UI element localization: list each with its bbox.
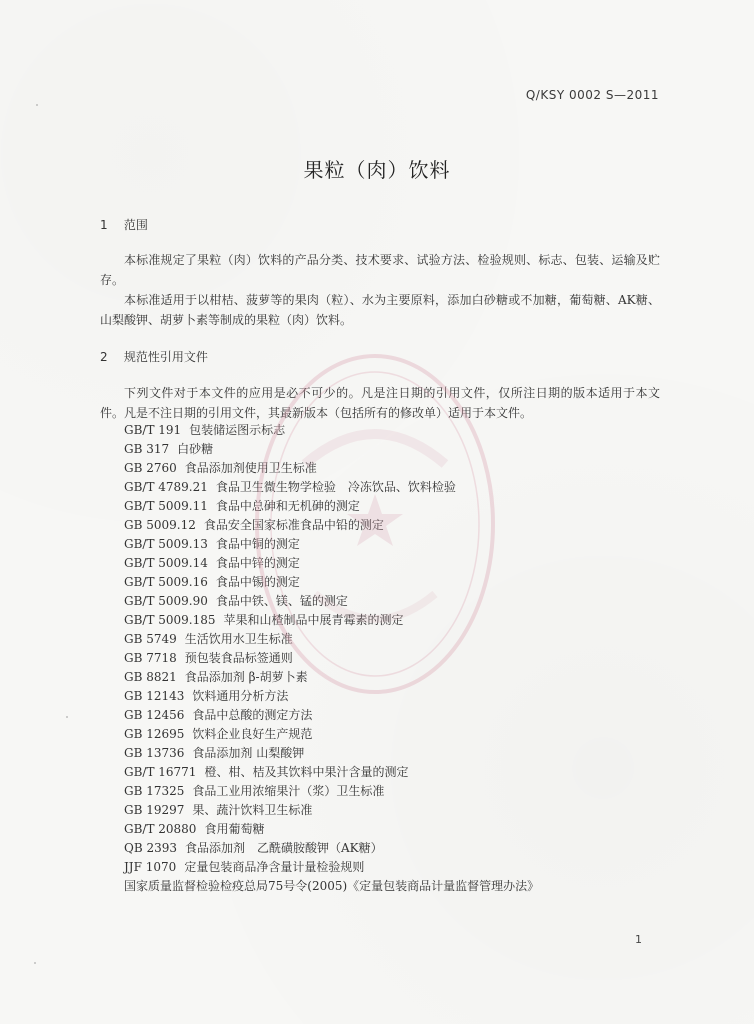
reference-code: GB/T 5009.14 [124,556,208,570]
reference-item [124,478,664,497]
reference-code: GB/T 5009.13 [124,537,208,551]
reference-item [124,706,664,725]
reference-list [124,421,664,896]
reference-code: JJF 1070 [124,860,177,874]
scan-speck [66,716,68,718]
reference-item [124,611,664,630]
section-title: 规范性引用文件 [123,350,208,364]
reference-code: GB/T 20880 [124,822,197,836]
reference-title: 国家质量监督检验检疫总局75号令(2005)《定量包装商品计量监督管理办法》 [124,879,540,893]
reference-title: 食品中锌的测定 [215,556,300,570]
reference-title: 苹果和山楂制品中展青霉素的测定 [223,613,404,627]
reference-title: 果、蔬汁饮料卫生标准 [192,803,313,817]
reference-item [124,459,664,478]
reference-title: 食品中总酸的测定方法 [192,708,313,722]
reference-item [124,573,664,592]
reference-code: GB 12143 [124,689,185,703]
reference-code: GB/T 5009.185 [124,613,216,627]
reference-title: 包装储运图示标志 [189,423,286,437]
reference-code: GB 317 [124,442,170,456]
reference-item [124,801,664,820]
reference-code: GB 13736 [124,746,185,760]
reference-item [124,782,664,801]
reference-item [124,687,664,706]
reference-title: 食品添加剂使用卫生标准 [184,461,317,475]
document-title: 果粒（肉）饮料 [303,158,451,182]
reference-title: 食品工业用浓缩果汁（浆）卫生标准 [192,784,385,798]
reference-code: GB 2760 [124,461,177,475]
reference-title: 生活饮用水卫生标准 [184,632,293,646]
reference-item [124,421,664,440]
reference-item [124,839,664,858]
reference-title: 食品添加剂 乙酰磺胺酸钾（AK糖） [185,841,383,855]
reference-code: GB 17325 [124,784,185,798]
reference-item [124,592,664,611]
reference-code: GB/T 191 [124,423,182,437]
references-intro-paragraph: 下列文件对于本文件的应用是必不可少的。凡是注日期的引用文件，仅所注日期的版本适用于本文件。凡是不注日期的引用文件，其最新版本（包括所有的修改单）适用于本文件。 [100,386,660,420]
reference-code: GB 5009.12 [124,518,196,532]
section-number: 1 [100,218,108,232]
reference-code: GB 5749 [124,632,177,646]
reference-code: GB/T 4789.21 [124,480,208,494]
reference-item [124,497,664,516]
reference-code: GB/T 5009.90 [124,594,208,608]
section-heading-scope [100,216,148,233]
reference-code: GB/T 16771 [124,765,197,779]
reference-item [124,554,664,573]
reference-title: 食品中总砷和无机砷的测定 [215,499,360,513]
reference-code: GB/T 5009.11 [124,499,208,513]
reference-code: QB 2393 [124,841,178,855]
scope-paragraph-1: 本标准规定了果粒（肉）饮料的产品分类、技术要求、试验方法、检验规则、标志、包装、运输及贮存。 [100,253,660,287]
reference-title: 食品中锡的测定 [215,575,300,589]
reference-title: 饮料通用分析方法 [192,689,289,703]
scan-speck [34,962,36,964]
reference-code: GB 8821 [124,670,177,684]
reference-item [124,725,664,744]
reference-item [124,516,664,535]
section-title: 范围 [123,218,148,232]
reference-item [124,440,664,459]
reference-code: GB 7718 [124,651,177,665]
reference-item [124,649,664,668]
reference-title: 饮料企业良好生产规范 [192,727,313,741]
standard-code: Q/KSY 0002 S—2011 [525,88,659,102]
reference-title: 食品添加剂 山梨酸钾 [192,746,305,760]
reference-title: 食品中铜的测定 [215,537,300,551]
scope-paragraph-2: 本标准适用于以柑桔、菠萝等的果肉（粒）、水为主要原料，添加白砂糖或不加糖，葡萄糖、AK糖、山梨酸钾、胡萝卜素等制成的果粒（肉）饮料。 [100,293,660,327]
reference-title: 橙、柑、桔及其饮料中果汁含量的测定 [204,765,409,779]
reference-title: 食品中铁、镁、锰的测定 [215,594,348,608]
page-number: 1 [635,933,642,946]
reference-title: 食品安全国家标准食品中铅的测定 [203,518,384,532]
reference-title: 食用葡萄糖 [204,822,265,836]
reference-item [124,668,664,687]
reference-title: 食品卫生微生物学检验 冷冻饮品、饮料检验 [215,480,456,494]
reference-item [124,744,664,763]
reference-item [124,858,664,877]
reference-code: GB 12456 [124,708,185,722]
reference-title: 预包装食品标签通则 [184,651,293,665]
reference-item [124,630,664,649]
reference-title: 定量包装商品净含量计量检验规则 [184,860,365,874]
reference-code: GB 12695 [124,727,185,741]
section-number: 2 [100,350,108,364]
reference-code: GB 19297 [124,803,185,817]
reference-title: 白砂糖 [177,442,214,456]
reference-item [124,535,664,554]
section-heading-normative-references [100,348,208,365]
reference-title: 食品添加剂 β-胡萝卜素 [184,670,308,684]
scan-speck [36,104,38,106]
reference-item [124,877,664,896]
reference-code: GB/T 5009.16 [124,575,208,589]
reference-item [124,763,664,782]
reference-item [124,820,664,839]
